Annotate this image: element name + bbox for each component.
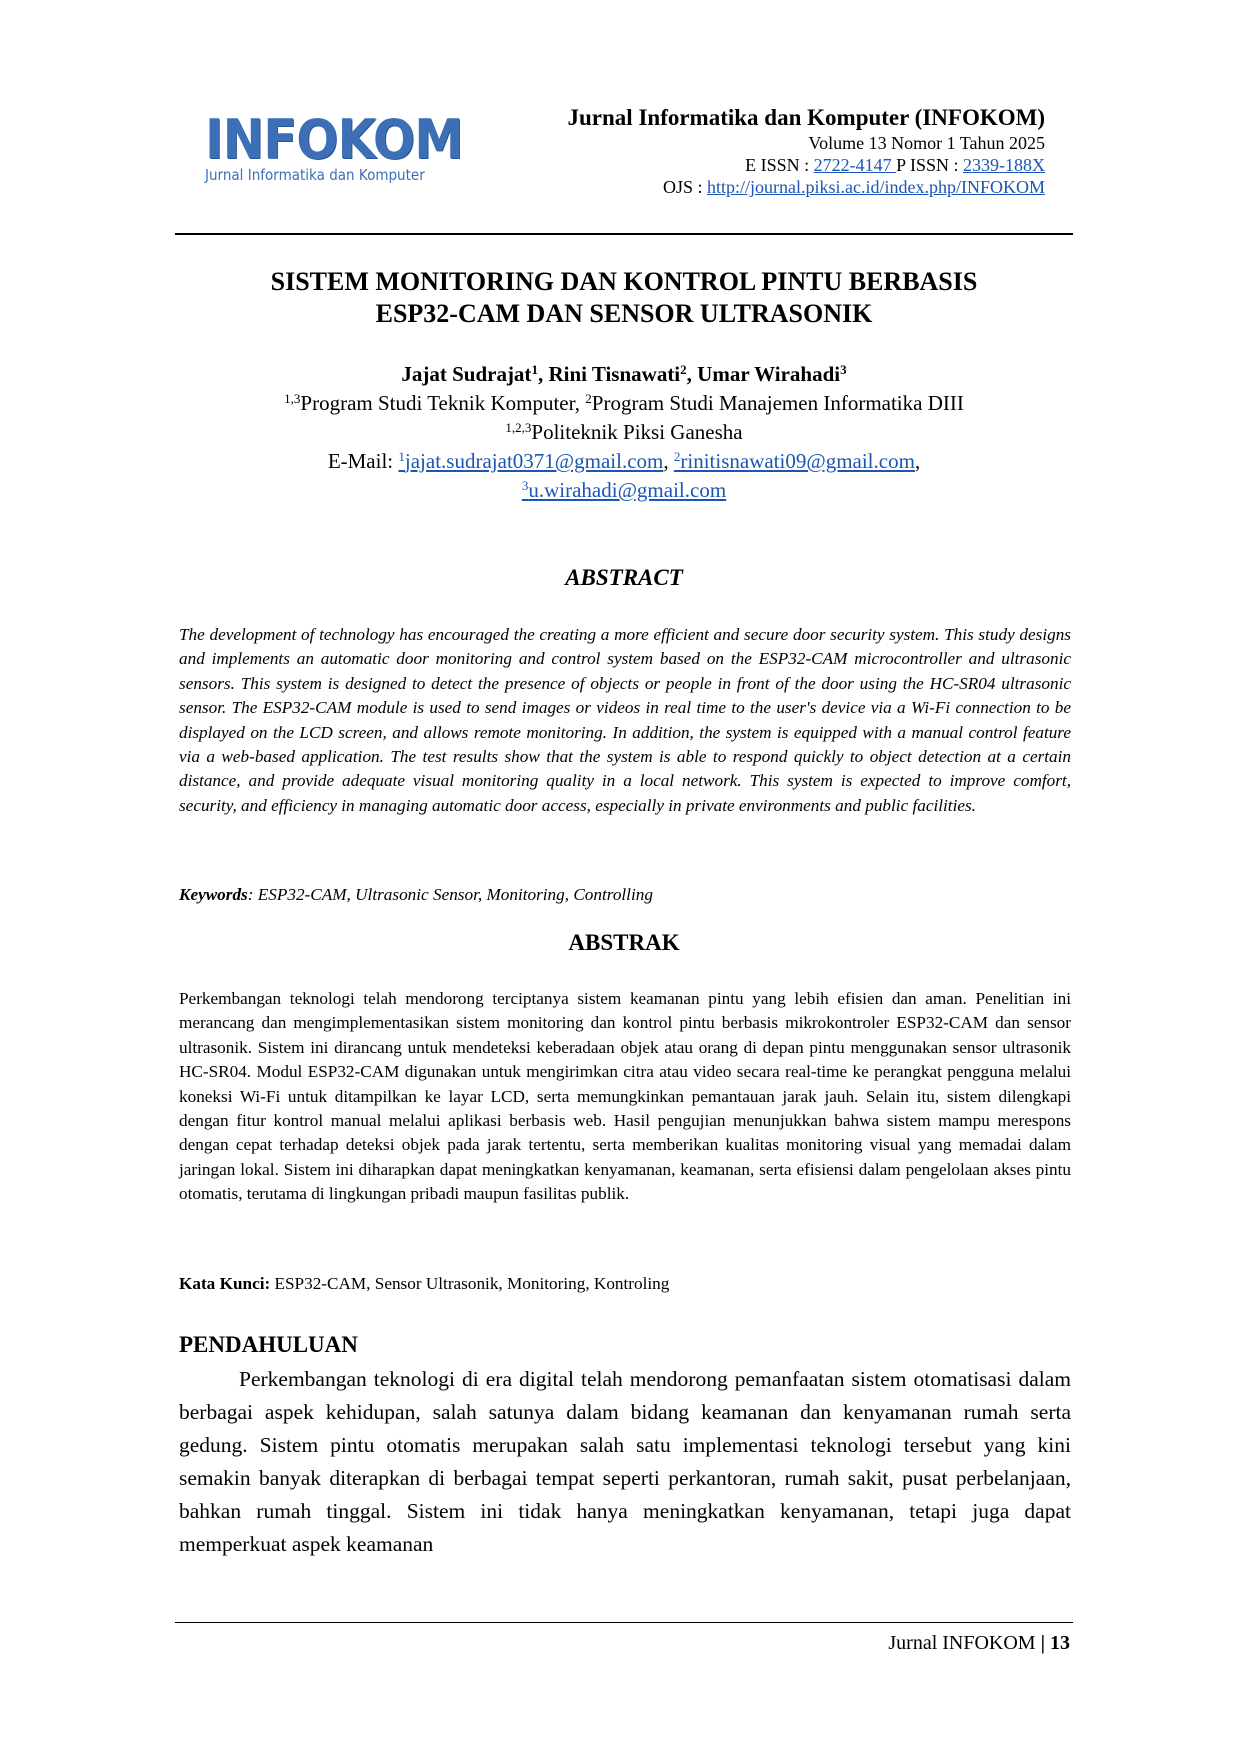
eissn-label: E ISSN : — [745, 155, 814, 175]
ojs-label: OJS : — [663, 177, 708, 197]
ojs-line — [568, 176, 1045, 198]
keywords-values: : ESP32-CAM, Ultrasonic Sensor, Monitoring, Controlling — [247, 885, 653, 904]
affiliation: Program Studi Manajemen Informatika DIII — [591, 391, 964, 415]
abstract-text: The development of technology has encouraged the creating a more efficient and secure door security system. This study designs and implements an automatic door monitoring and control system based on the ESP32-CAM microcontroller and ultrasonic sensors. This system is designed to detect the presence of objects or people in front of the door using the HC-SR04 ultrasonic sensor. The ESP32-CAM module is used to send images or videos in real time to the user's device via a Wi-Fi connection to be displayed on the LCD screen, and allows remote monitoring. In addition, the system is equipped with a manual control feature via a web-based application. The test results show that the system is able to respond quickly to object detection at a certain distance, and provide adequate visual monitoring quality in a local network. This system is expected to improve comfort, security, and efficiency in managing automatic door access, especially in private environments and public facilities. — [179, 625, 1071, 815]
paper-title-line2: ESP32-CAM DAN SENSOR ULTRASONIK — [375, 299, 873, 328]
kata-kunci-line — [179, 1274, 669, 1294]
issn-line — [568, 154, 1045, 176]
affil-sup: 1,2,3 — [505, 419, 532, 435]
kata-kunci-label: Kata Kunci: — [179, 1274, 271, 1293]
author-name: Jajat Sudrajat — [401, 362, 532, 386]
section-heading-pendahuluan: PENDAHULUAN — [179, 1332, 358, 1357]
affil-sup: 1,3 — [284, 390, 301, 406]
author-block — [175, 360, 1073, 505]
footer-journal: Jurnal INFOKOM — [888, 1632, 1036, 1654]
author-sup: 2 — [680, 361, 687, 377]
kata-kunci-values: ESP32-CAM, Sensor Ultrasonik, Monitoring, Kontroling — [270, 1274, 670, 1293]
logo-subtitle: Jurnal Informatika dan Komputer — [205, 166, 425, 184]
keywords-label: Keywords — [179, 885, 248, 904]
email-label: E-Mail: — [327, 449, 399, 473]
email-line: E-Mail: $^1$jajat.sudrajat0371@gmail.com, $^2$rinitisnawati09@gmail.com, — [327, 448, 921, 473]
pissn-link[interactable]: 2339-188X — [963, 155, 1045, 175]
page-number: 13 — [1050, 1632, 1070, 1654]
affiliation-programs — [175, 389, 1073, 418]
affiliation-institution — [175, 418, 1073, 447]
pendahuluan-paragraph: Perkembangan teknologi di era digital telah mendorong pemanfaatan sistem otomatisasi dalam berbagai aspek kehidupan, salah satunya dalam bidang keamanan dan kenyamanan rumah serta gedung. Sistem pintu otomatis merupakan salah satu implementasi teknologi tersebut yang kini semakin banyak diterapkan di berbagai tempat seperti perkantoran, rumah sakit, pusat perbelanjaan, bahkan rumah tinggal. Sistem ini tidak hanya meningkatkan kenyamanan, tetapi juga dapat memperkuat aspek keamanan — [179, 1367, 1071, 1556]
author-sup: 1 — [531, 361, 538, 377]
affiliation: Politeknik Piksi Ganesha — [531, 420, 743, 444]
eissn-link[interactable]: 2722-4147 — [813, 155, 897, 175]
affil-sup: 2 — [585, 390, 592, 406]
footer-divider — [175, 1622, 1073, 1623]
paper-title-line1: SISTEM MONITORING DAN KONTROL PINTU BERBASIS — [270, 267, 978, 296]
logo-text: INFOKOM — [205, 108, 463, 171]
ojs-link[interactable]: http://journal.piksi.ac.id/index.php/INFOKOM — [707, 177, 1045, 197]
email-link-3[interactable]: $^3$u.wirahadi@gmail.com — [521, 477, 727, 502]
keywords-line — [179, 885, 653, 905]
author-names — [175, 360, 1073, 389]
author-name: , Rini Tisnawati — [537, 362, 681, 386]
page-footer — [888, 1632, 1070, 1655]
email-link-2[interactable]: $^2$rinitisnawati09@gmail.com — [673, 448, 915, 473]
footer-separator: | — [1035, 1632, 1050, 1654]
author-name: , Umar Wirahadi — [686, 362, 841, 386]
journal-info — [568, 104, 1045, 198]
journal-volume: Volume 13 Nomor 1 Tahun 2025 — [808, 133, 1045, 153]
journal-logo — [205, 108, 463, 192]
abstrak-heading: ABSTRAK — [568, 930, 680, 955]
affiliation: Program Studi Teknik Komputer, — [300, 391, 586, 415]
header-divider — [175, 233, 1073, 235]
email-line-2 — [175, 476, 1073, 505]
pissn-label: P ISSN : — [896, 155, 963, 175]
journal-name: Jurnal Informatika dan Komputer (INFOKOM) — [567, 105, 1045, 130]
paper-title — [175, 266, 1073, 330]
author-sup: 3 — [840, 361, 847, 377]
abstract-heading: ABSTRACT — [565, 565, 683, 590]
email-link-1[interactable]: $^1$jajat.sudrajat0371@gmail.com — [398, 448, 664, 473]
abstrak-text: Perkembangan teknologi telah mendorong terciptanya sistem keamanan pintu yang lebih efisien dan aman. Penelitian ini merancang dan mengimplementasikan sistem monitoring dan kontrol pintu berbasis mikrokontroler ESP32-CAM dan sensor ultrasonik. Sistem ini dirancang untuk mendeteksi keberadaan objek atau orang di depan pintu menggunakan sensor ultrasonik HC-SR04. Modul ESP32-CAM digunakan untuk mengirimkan citra atau video secara real-time ke perangkat pengguna melalui koneksi Wi-Fi untuk ditampilkan ke layar LCD, serta memungkinkan pemantauan jarak jauh. Selain itu, sistem dilengkapi dengan fitur kontrol manual melalui aplikasi berbasis web. Hasil pengujian menunjukkan bahwa sistem mampu merespons dengan cepat terhadap deteksi objek pada jarak tertentu, serta memberikan kualitas monitoring visual yang memadai dalam jaringan lokal. Sistem ini diharapkan dapat meningkatkan kenyamanan, keamanan, serta efisiensi dalam pengelolaan akses pintu otomatis, terutama di lingkungan pribadi maupun fasilitas publik. — [179, 989, 1071, 1204]
